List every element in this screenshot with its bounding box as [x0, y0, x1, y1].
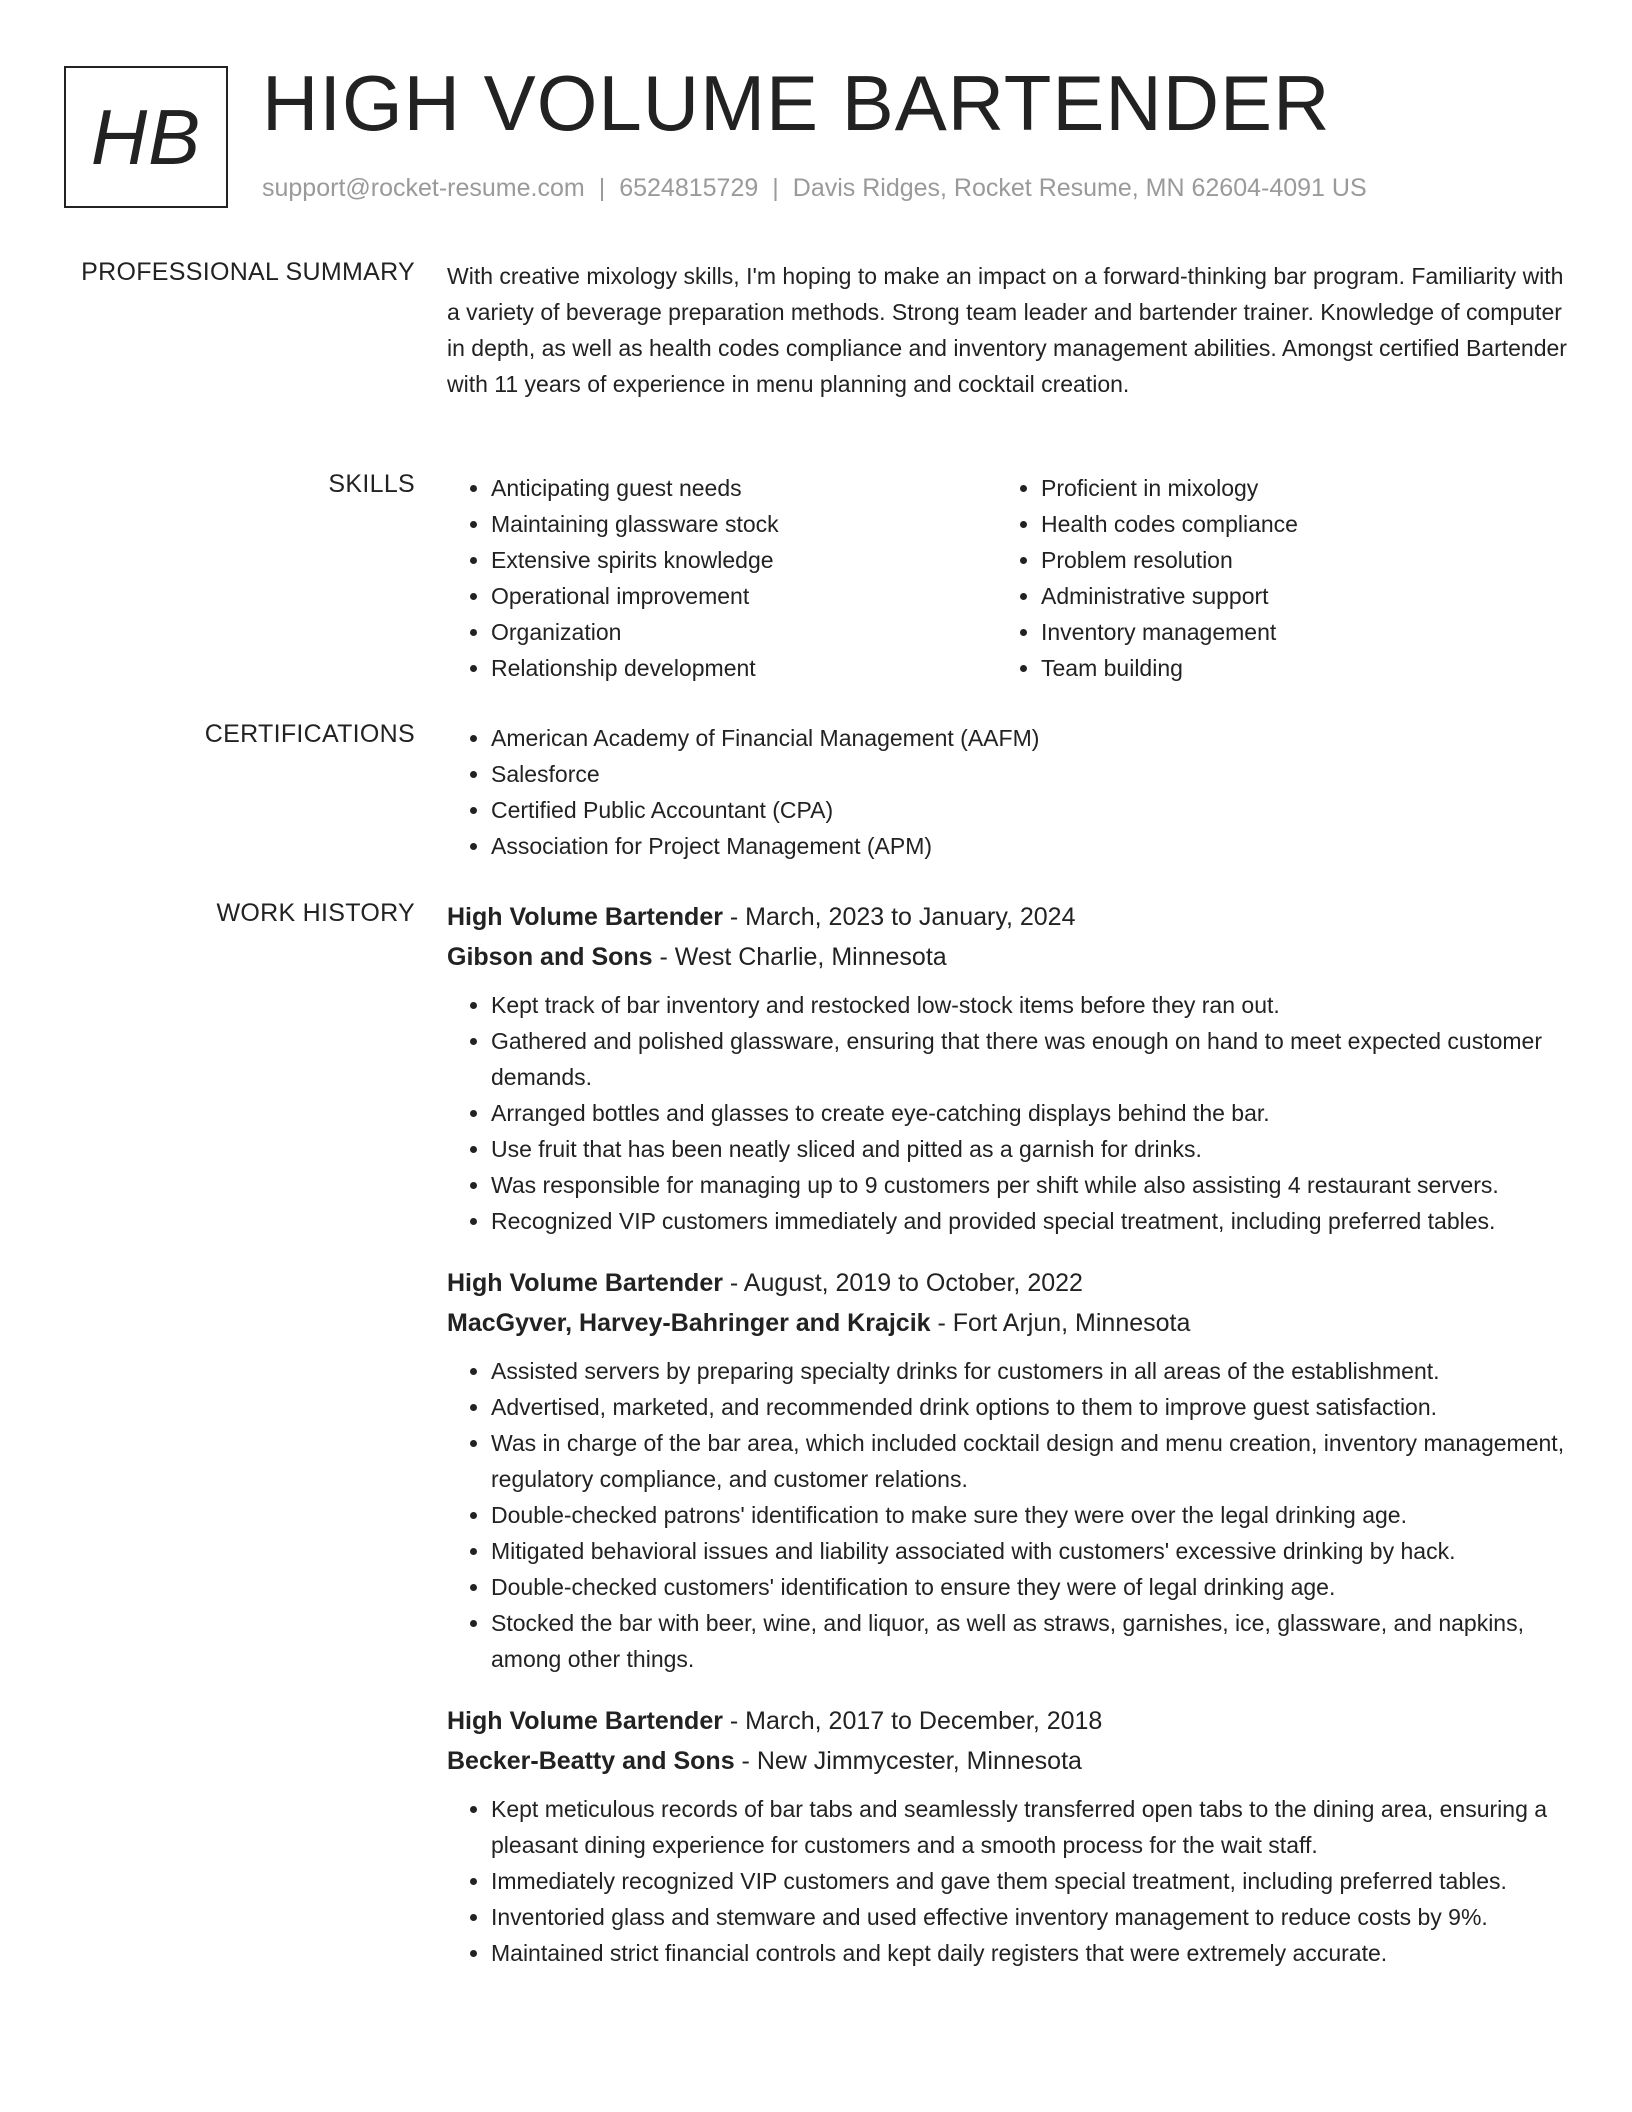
bullet-item: • Organization [491, 614, 997, 650]
job-bullets [447, 987, 1567, 1239]
bullet-item: • Mitigated behavioral issues and liability associated with customers' excessive drinking by hack. [491, 1533, 1567, 1569]
bullet-item: • Was in charge of the bar area, which included cocktail design and menu creation, inventory management, regulatory compliance, and customer relations. [491, 1425, 1567, 1497]
section-label-certifications: CERTIFICATIONS [204, 720, 415, 748]
bullet-item: • American Academy of Financial Management (AAFM) [491, 720, 1567, 756]
skills-column-left [447, 470, 997, 686]
bullet-item: • Problem resolution [1041, 542, 1547, 578]
bullet-item: • Relationship development [491, 650, 997, 686]
job-title: High Volume Bartender [447, 1707, 723, 1735]
contact-separator: | [772, 174, 779, 202]
job-location: - West Charlie, Minnesota [652, 943, 947, 971]
job-dates: - August, 2019 to October, 2022 [722, 1269, 1083, 1297]
job-title: High Volume Bartender [447, 1269, 723, 1297]
job-entry [447, 897, 1567, 1239]
bullet-item: • Inventory management [1041, 614, 1547, 650]
bullet-item: • Salesforce [491, 756, 1567, 792]
contact-email[interactable]: support@rocket-resume.com [262, 174, 585, 202]
skills-column-right [997, 470, 1547, 686]
bullet-item: • Kept track of bar inventory and restocked low-stock items before they ran out. [491, 987, 1567, 1023]
bullet-item: • Maintained strict financial controls and kept daily registers that were extremely accurate. [491, 1935, 1567, 1971]
bullet-item: • Certified Public Accountant (CPA) [491, 792, 1567, 828]
bullet-item: • Operational improvement [491, 578, 997, 614]
job-dates: - March, 2017 to December, 2018 [722, 1707, 1103, 1735]
bullet-item: • Kept meticulous records of bar tabs and seamlessly transferred open tabs to the dining area, ensuring a pleasant dining experience for customers and a smooth process for the wait staff. [491, 1791, 1567, 1863]
job-company-line [447, 937, 1567, 977]
job-dates: - March, 2023 to January, 2024 [722, 903, 1076, 931]
bullet-item: • Advertised, marketed, and recommended drink options to them to improve guest satisfaction. [491, 1389, 1567, 1425]
section-label-skills: SKILLS [328, 470, 415, 498]
section-label-summary: PROFESSIONAL SUMMARY [81, 258, 415, 286]
job-location: - New Jimmycester, Minnesota [734, 1747, 1082, 1775]
job-company: MacGyver, Harvey-Bahringer and Krajcik [447, 1309, 931, 1337]
job-bullets [447, 1353, 1567, 1677]
section-label-work-history: WORK HISTORY [216, 899, 415, 927]
job-company: Becker-Beatty and Sons [447, 1747, 735, 1775]
contact-address: Davis Ridges, Rocket Resume, MN 62604-4091 US [792, 174, 1367, 202]
contact-phone: 6524815729 [619, 174, 759, 202]
work-history-body [447, 897, 1567, 1995]
bullet-item: • Gathered and polished glassware, ensuring that there was enough on hand to meet expected customer demands. [491, 1023, 1567, 1095]
job-title-line [447, 1263, 1567, 1303]
bullet-item: • Administrative support [1041, 578, 1547, 614]
bullet-item: • Recognized VIP customers immediately and provided special treatment, including preferred tables. [491, 1203, 1567, 1239]
bullet-item: • Double-checked customers' identification to ensure they were of legal drinking age. [491, 1569, 1567, 1605]
job-title-line [447, 1701, 1567, 1741]
bullet-item: • Anticipating guest needs [491, 470, 997, 506]
bullet-item: • Association for Project Management (APM) [491, 828, 1567, 864]
bullet-item: • Inventoried glass and stemware and used effective inventory management to reduce costs by 9%. [491, 1899, 1567, 1935]
bullet-item: • Use fruit that has been neatly sliced and pitted as a garnish for drinks. [491, 1131, 1567, 1167]
bullet-item: • Immediately recognized VIP customers and gave them special treatment, including preferred tables. [491, 1863, 1567, 1899]
bullet-item: • Extensive spirits knowledge [491, 542, 997, 578]
bullet-item: • Double-checked patrons' identification to make sure they were over the legal drinking age. [491, 1497, 1567, 1533]
job-entry [447, 1701, 1567, 1971]
job-title-line [447, 897, 1567, 937]
monogram-logo: HB [64, 66, 228, 208]
candidate-name: HIGH VOLUME BARTENDER [262, 59, 1331, 147]
skills-body [447, 470, 1567, 686]
job-entry [447, 1263, 1567, 1677]
bullet-item: • Proficient in mixology [1041, 470, 1547, 506]
job-location: - Fort Arjun, Minnesota [930, 1309, 1191, 1337]
bullet-item: • Arranged bottles and glasses to create eye-catching displays behind the bar. [491, 1095, 1567, 1131]
bullet-item: • Assisted servers by preparing specialty drinks for customers in all areas of the establishment. [491, 1353, 1567, 1389]
job-bullets [447, 1791, 1567, 1971]
bullet-item: • Was responsible for managing up to 9 customers per shift while also assisting 4 restaurant servers. [491, 1167, 1567, 1203]
bullet-item: • Stocked the bar with beer, wine, and liquor, as well as straws, garnishes, ice, glassware, and napkins, among other things. [491, 1605, 1567, 1677]
job-title: High Volume Bartender [447, 903, 723, 931]
contact-line [262, 174, 1367, 203]
certifications-body [447, 720, 1567, 864]
job-company-line [447, 1303, 1567, 1343]
job-company-line [447, 1741, 1567, 1781]
summary-text: With creative mixology skills, I'm hoping to make an impact on a forward-thinking bar program. Familiarity with a variety of beverage preparation methods. Strong team leader and bartender trainer. Knowledge of computer in depth, as well as health codes compliance and inventory management abilities. Amongst certified Bartender with 11 years of experience in menu planning and cocktail creation. [447, 263, 1567, 397]
job-company: Gibson and Sons [447, 943, 653, 971]
contact-separator: | [598, 174, 606, 202]
summary-body [447, 258, 1567, 402]
bullet-item: • Health codes compliance [1041, 506, 1547, 542]
bullet-item: • Maintaining glassware stock [491, 506, 997, 542]
bullet-item: • Team building [1041, 650, 1547, 686]
